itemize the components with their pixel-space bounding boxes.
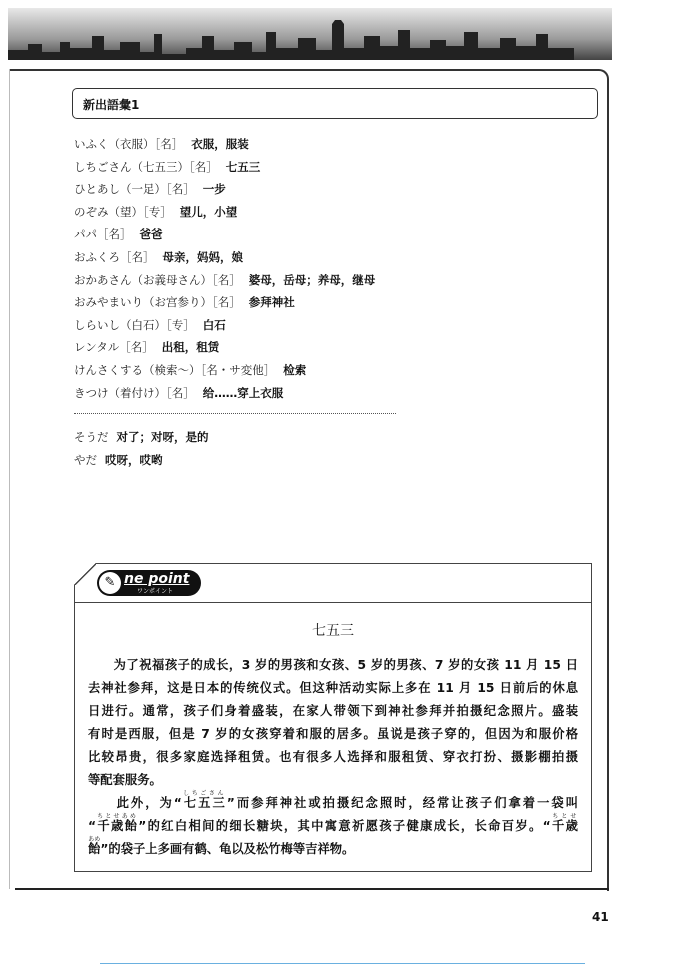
pencil-icon: ✎ xyxy=(99,572,121,594)
text-span: ”的袋子上多画有鹤、龟以及松竹梅等吉祥物。 xyxy=(100,842,355,856)
japanese-term: しちごさん（七五三）［名］ xyxy=(74,159,218,174)
japanese-term: ひとあし（一足）［名］ xyxy=(74,182,195,197)
body-line: 日进行。通常，孩子们身着盛装，在家人带领下到神社参拜并拍摄纪念照片。盛装 xyxy=(88,704,578,718)
ruby-chitose xyxy=(550,813,578,833)
chinese-meaning: 哎呀，哎哟 xyxy=(105,452,163,467)
vocab-row xyxy=(74,382,375,405)
chinese-meaning: 出租，租赁 xyxy=(161,340,220,355)
page-number: 41 xyxy=(592,910,609,924)
vocab-row xyxy=(74,359,375,382)
japanese-term: のぞみ（望）［专］ xyxy=(74,204,172,219)
japanese-term: レンタル［名］ xyxy=(74,340,154,355)
one-point-box xyxy=(74,563,592,872)
japanese-term: そうだ xyxy=(74,430,109,444)
expression-list xyxy=(74,426,209,471)
chinese-meaning: 一步 xyxy=(202,182,226,197)
city-skyline-icon xyxy=(8,20,612,60)
body-line xyxy=(88,836,578,859)
one-point-logo xyxy=(97,570,201,596)
ruby-reading: しちごさん xyxy=(181,790,225,797)
one-point-title: 七五三 xyxy=(312,623,354,639)
japanese-term: おかあさん（お義母さん）［名］ xyxy=(74,272,241,287)
ruby-reading: あめ xyxy=(88,836,101,843)
japanese-term: いふく（衣服）［名］ xyxy=(74,137,184,151)
chinese-meaning: 七五三 xyxy=(225,159,261,174)
vocab-row xyxy=(74,178,375,201)
text-span: ”而参拜神社或拍摄纪念照时，经常让孩子们拿着一袋叫 xyxy=(226,796,578,810)
folded-corner-icon xyxy=(74,563,96,585)
chinese-meaning: 望儿，小望 xyxy=(179,204,238,219)
vocab-row xyxy=(74,449,209,472)
vocab-row xyxy=(74,336,375,359)
one-point-rule xyxy=(75,602,591,603)
chinese-meaning: 母亲，妈妈，娘 xyxy=(162,249,243,264)
chinese-meaning: 婆母，岳母；养母，继母 xyxy=(248,272,376,287)
text-span: “ xyxy=(88,819,97,833)
text-span: 此外，为“ xyxy=(88,796,182,810)
body-line: 等配套服务。 xyxy=(88,773,162,787)
vocab-row xyxy=(74,133,375,156)
vocab-row xyxy=(74,291,375,314)
dotted-divider xyxy=(74,413,396,414)
vocab-row xyxy=(74,269,375,292)
vocab-row xyxy=(74,314,375,337)
logo-text: ne point xyxy=(124,571,190,587)
chinese-meaning: 检索 xyxy=(283,362,307,377)
frame-left-border xyxy=(9,69,10,889)
japanese-term: おみやまいり（お宫参り）［名］ xyxy=(74,295,241,310)
ruby-base: 七五三 xyxy=(181,796,227,810)
vocab-row xyxy=(74,156,375,179)
chinese-meaning: 对了；对呀，是的 xyxy=(116,430,209,444)
body-line: 有时是西服，但是 7 岁的女孩穿着和服的居多。虽说是孩子穿的，但因为和服价格 xyxy=(88,727,578,741)
japanese-term: けんさくする（検索〜）［名・サ変他］ xyxy=(74,362,276,377)
vocab-row xyxy=(74,426,209,449)
vocab-header: 新出語彙1 xyxy=(83,98,140,112)
chinese-meaning: 参拜神社 xyxy=(248,295,295,310)
ruby-shichigosan xyxy=(181,790,227,810)
vocab-row xyxy=(74,223,375,246)
logo-subtext: ワンポイント xyxy=(137,588,174,595)
body-line: 为了祝福孩子的成长，3 岁的男孩和女孩、5 岁的男孩、7 岁的女孩 11 月 15 日 xyxy=(88,658,578,672)
one-point-body xyxy=(88,652,578,859)
bottom-blue-rule xyxy=(100,963,585,964)
japanese-term: やだ xyxy=(74,452,97,467)
body-line: 比较昂贵，很多家庭选择租赁。也有很多人选择和服租赁、穿衣打扮、摄影棚拍摄 xyxy=(88,750,578,764)
skyline-banner xyxy=(8,8,612,60)
body-line xyxy=(88,813,578,836)
vocab-row xyxy=(74,201,375,224)
chinese-meaning: 爸爸 xyxy=(139,227,163,242)
frame-bottom-rule xyxy=(15,888,609,890)
japanese-term: パパ［名］ xyxy=(74,227,132,242)
text-span: ”的红白相间的细长糖块，其中寓意祈愿孩子健康成长，长命百岁。“ xyxy=(138,819,551,833)
ruby-ame xyxy=(88,836,101,856)
ruby-base: 千歳 xyxy=(550,819,578,833)
vocab-header-box xyxy=(72,88,598,119)
ruby-chitoseame xyxy=(96,813,139,833)
japanese-term: おふくろ［名］ xyxy=(74,249,155,264)
chinese-meaning: 衣服，服装 xyxy=(191,137,249,151)
ruby-reading: ちとせあめ xyxy=(96,813,137,820)
ruby-base: 千歳飴 xyxy=(96,819,139,833)
chinese-meaning: 给……穿上衣服 xyxy=(202,385,284,400)
vocab-row xyxy=(74,246,375,269)
japanese-term: しらいし（白石）［专］ xyxy=(74,317,195,332)
vocab-list xyxy=(74,133,375,404)
ruby-reading: ちとせ xyxy=(550,813,578,820)
ruby-base: 飴 xyxy=(88,842,101,856)
body-line xyxy=(88,790,578,813)
chinese-meaning: 白石 xyxy=(202,317,226,332)
body-line: 去神社参拜，这是日本的传统仪式。但这种活动实际上多在 11 月 15 日前后的休息 xyxy=(88,681,578,695)
japanese-term: きつけ（着付け）［名］ xyxy=(74,385,195,400)
